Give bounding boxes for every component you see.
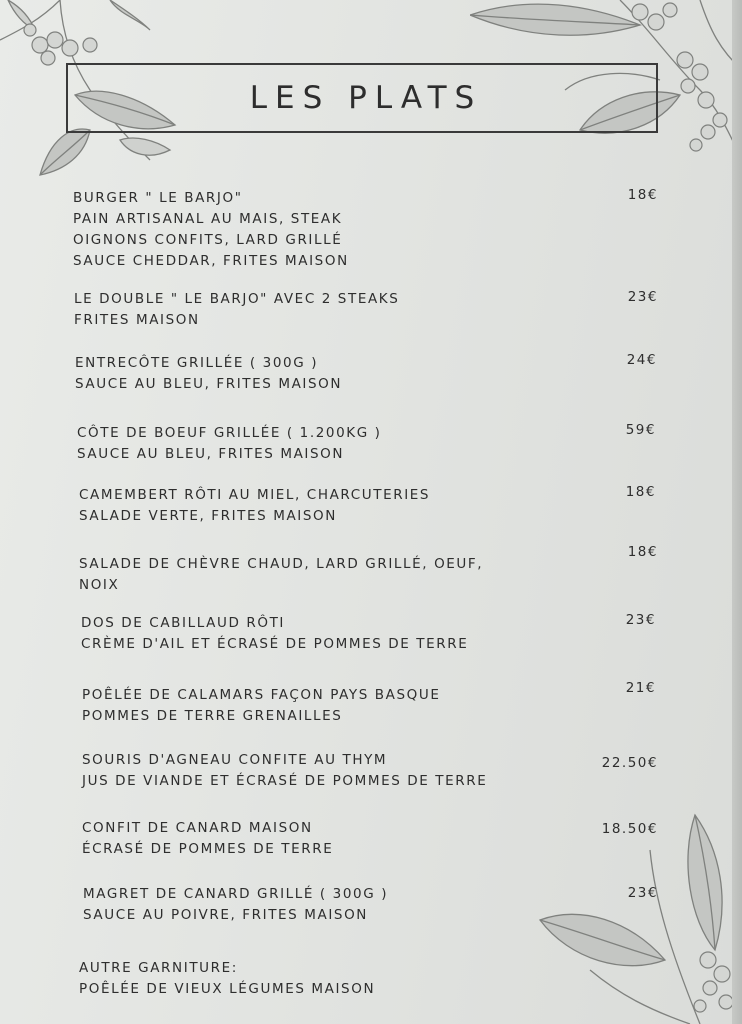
dish-name: ENTRECÔTE GRILLÉE ( 300G ) <box>75 355 319 371</box>
dish-price: 23€ <box>627 885 658 901</box>
dish-description: SAUCE AU BLEU, FRITES MAISON <box>77 446 345 462</box>
dish-name: POÊLÉE DE CALAMARS FAÇON PAYS BASQUE <box>82 687 441 703</box>
dish-price: 18€ <box>625 484 656 500</box>
dish-price: 59€ <box>625 422 656 438</box>
dish-description: CRÈME D'AIL ET ÉCRASÉ DE POMMES DE TERRE <box>81 636 469 652</box>
menu-item <box>73 188 349 272</box>
dish-description: ÉCRASÉ DE POMMES DE TERRE <box>82 841 334 857</box>
dish-price: 18.50€ <box>601 821 658 837</box>
menu-item <box>75 353 342 395</box>
side-dish-description: POÊLÉE DE VIEUX LÉGUMES MAISON <box>79 981 376 997</box>
dish-name: SOURIS D'AGNEAU CONFITE AU THYM <box>82 752 388 768</box>
dish-price: 18€ <box>627 187 658 203</box>
dish-description: SALADE VERTE, FRITES MAISON <box>79 508 337 524</box>
dish-description: SAUCE AU BLEU, FRITES MAISON <box>75 376 343 392</box>
title-frame <box>66 63 658 133</box>
dish-price: 24€ <box>626 352 657 368</box>
dish-description: SAUCE AU POIVRE, FRITES MAISON <box>83 907 368 923</box>
dish-name: DOS DE CABILLAUD RÔTI <box>81 615 285 631</box>
page-title: LES PLATS <box>249 80 483 116</box>
dish-name: CAMEMBERT RÔTI AU MIEL, CHARCUTERIES <box>79 487 431 503</box>
dish-description: PAIN ARTISANAL AU MAIS, STEAK <box>73 211 343 227</box>
dish-name: SALADE DE CHÈVRE CHAUD, LARD GRILLÉ, OEUF, <box>79 556 484 572</box>
dish-price: 23€ <box>627 289 658 305</box>
dish-name: CÔTE DE BOEUF GRILLÉE ( 1.200KG ) <box>77 425 382 441</box>
dish-name: BURGER " LE BARJO" <box>73 190 243 206</box>
dish-description: NOIX <box>79 577 120 593</box>
page-edge-shadow <box>732 0 742 1024</box>
dish-description: POMMES DE TERRE GRENAILLES <box>82 708 343 724</box>
dish-price: 22.50€ <box>601 755 658 771</box>
menu-item <box>79 554 483 596</box>
dish-description: SAUCE CHEDDAR, FRITES MAISON <box>73 253 349 269</box>
dish-description: FRITES MAISON <box>74 312 200 328</box>
dish-description: OIGNONS CONFITS, LARD GRILLÉ <box>73 232 343 248</box>
dish-price: 21€ <box>625 680 656 696</box>
coffee-branch-bottom-right-illustration <box>530 810 742 1024</box>
dish-name: LE DOUBLE " LE BARJO" AVEC 2 STEAKS <box>74 291 400 307</box>
menu-item <box>82 685 440 727</box>
menu-item <box>83 884 388 926</box>
dish-description: JUS DE VIANDE ET ÉCRASÉ DE POMMES DE TERRE <box>82 773 488 789</box>
menu-item <box>79 485 430 527</box>
dish-price: 23€ <box>625 612 656 628</box>
dish-name: MAGRET DE CANARD GRILLÉ ( 300G ) <box>83 886 389 902</box>
side-dish-heading: AUTRE GARNITURE: <box>79 960 238 976</box>
dish-price: 18€ <box>627 544 658 560</box>
dish-name: CONFIT DE CANARD MAISON <box>82 820 313 836</box>
menu-item <box>82 750 487 792</box>
menu-item <box>74 289 399 331</box>
menu-item <box>81 613 468 655</box>
menu-item <box>82 818 333 860</box>
side-dish-note <box>79 958 375 1000</box>
menu-item <box>77 423 382 465</box>
